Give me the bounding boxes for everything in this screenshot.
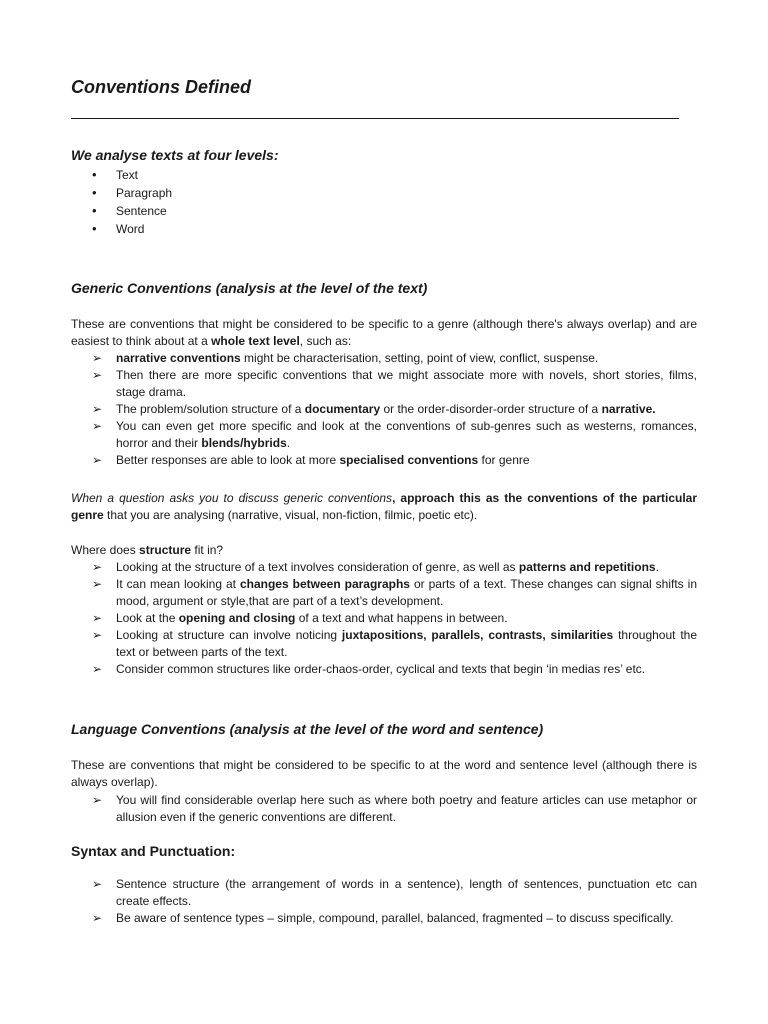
- list-item: • Paragraph: [92, 184, 172, 202]
- structure-list: [92, 559, 697, 678]
- list-item: ➢ Looking at the structure of a text involves consideration of genre, as well as patterns and repetitions.: [92, 559, 697, 576]
- language-intro: These are conventions that might be considered to be specific to at the word and sentence level (although there is always overlap).: [71, 758, 697, 789]
- list-item: ➢ Look at the opening and closing of a text and what happens in between.: [92, 610, 697, 627]
- list-item: ➢ narrative conventions might be characterisation, setting, point of view, conflict, suspense.: [92, 350, 697, 367]
- list-item: ➢ Looking at structure can involve noticing juxtapositions, parallels, contrasts, similarities throughout the text or between parts of the text.: [92, 627, 697, 661]
- levels-heading: We analyse texts at four levels:: [71, 147, 279, 163]
- generic-heading: Generic Conventions (analysis at the level of the text): [71, 280, 428, 296]
- list-item: • Sentence: [92, 202, 172, 220]
- levels-list: [92, 166, 172, 238]
- generic-intro: These are conventions that might be considered to be specific to a genre (although there's always overlap) and are easiest to think about at a whole text level, such as:: [71, 317, 697, 348]
- syntax-list: [92, 876, 697, 927]
- list-item: ➢ Be aware of sentence types – simple, compound, parallel, balanced, fragmented – to discuss specifically.: [92, 910, 697, 927]
- list-item: • Text: [92, 166, 172, 184]
- syntax-heading: Syntax and Punctuation:: [71, 843, 236, 859]
- structure-question: Where does structure fit in?: [71, 543, 224, 557]
- list-item: ➢ Then there are more specific conventions that we might associate more with novels, short stories, films, stage drama.: [92, 367, 697, 401]
- language-list: [92, 792, 697, 826]
- generic-list: [92, 350, 697, 469]
- list-item: ➢ Better responses are able to look at more specialised conventions for genre: [92, 452, 697, 469]
- page-title: Conventions Defined: [71, 77, 252, 97]
- list-item: ➢ The problem/solution structure of a documentary or the order-disorder-order structure of a narrative.: [92, 401, 697, 418]
- list-item: ➢ You can even get more specific and look at the conventions of sub-genres such as westerns, romances, horror and their blends/hybrids.: [92, 418, 697, 452]
- list-item: • Word: [92, 220, 172, 238]
- list-item: ➢ It can mean looking at changes between paragraphs or parts of a text. These changes can signal shifts in mood, argument or style,that are part of a text’s development.: [92, 576, 697, 610]
- generic-question-note: When a question asks you to discuss generic conventions, approach this as the conventions of the particular genre that you are analysing (narrative, visual, non-fiction, filmic, poetic etc).: [71, 491, 697, 522]
- list-item: ➢ You will find considerable overlap here such as where both poetry and feature articles can use metaphor or allusion even if the generic conventions are different.: [92, 792, 697, 826]
- language-heading: Language Conventions (analysis at the level of the word and sentence): [71, 721, 544, 737]
- list-item: ➢ Sentence structure (the arrangement of words in a sentence), length of sentences, punctuation etc can create effects.: [92, 876, 697, 910]
- list-item: ➢ Consider common structures like order-chaos-order, cyclical and texts that begin ‘in medias res’ etc.: [92, 661, 697, 678]
- title-underline: [71, 118, 679, 119]
